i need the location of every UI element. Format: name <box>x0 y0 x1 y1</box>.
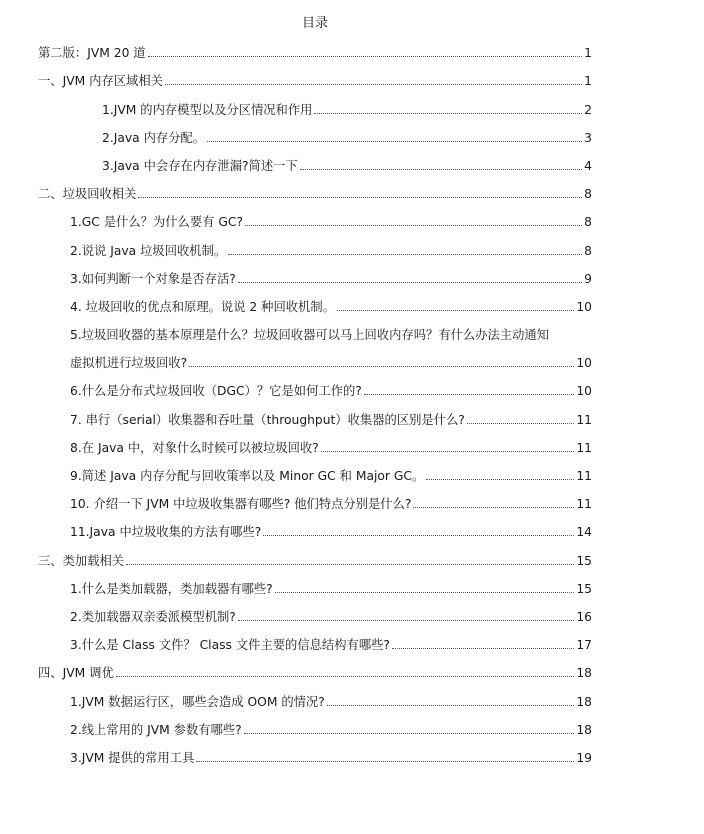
toc-entry[interactable] <box>38 433 592 461</box>
toc-page-number: 16 <box>576 609 592 624</box>
dot-leader <box>189 366 574 367</box>
toc-entry-label: 1.什么是类加载器，类加载器有哪些? <box>70 581 273 596</box>
dot-leader <box>245 225 582 226</box>
dot-leader <box>238 282 582 283</box>
toc-entry[interactable] <box>38 658 592 686</box>
toc-entry-label-continued: 虚拟机进行垃圾回收? <box>70 356 188 371</box>
toc-entry-label: 2.线上常用的 JVM 参数有哪些? <box>70 722 242 737</box>
toc-entry[interactable] <box>38 404 592 432</box>
toc-entry-label: 二、垃圾回收相关 <box>38 187 137 202</box>
toc-entry-label: 2.Java 内存分配。 <box>102 130 206 145</box>
toc-entry-label: 6.什么是分布式垃圾回收（DGC）？它是如何工作的? <box>70 384 362 399</box>
toc-page-number: 11 <box>576 412 592 427</box>
toc-entry[interactable] <box>38 517 592 545</box>
toc-title: 目录 <box>301 16 328 31</box>
toc-entry[interactable] <box>38 264 592 292</box>
dot-leader <box>165 84 582 85</box>
toc-page-number: 9 <box>584 271 592 286</box>
dot-leader <box>364 394 575 395</box>
toc-entry-label: 四、JVM 调优 <box>38 666 114 681</box>
dot-leader <box>244 733 575 734</box>
toc-page-number: 19 <box>576 750 592 765</box>
toc-entry[interactable] <box>38 715 592 743</box>
toc-page-number: 10 <box>576 356 592 371</box>
toc-entry-label: 7. 串行（serial）收集器和吞吐量（throughput）收集器的区别是什么? <box>70 412 465 427</box>
dot-leader <box>392 648 574 649</box>
toc-page-number: 11 <box>576 440 592 455</box>
toc-entry[interactable] <box>38 743 592 771</box>
dot-leader <box>228 254 582 255</box>
dot-leader <box>238 620 575 621</box>
toc-entry[interactable] <box>38 235 592 263</box>
toc-page-number: 3 <box>584 130 592 145</box>
toc-page-number: 18 <box>576 722 592 737</box>
toc-entry-label: 2.类加载器双亲委派模型机制? <box>70 609 236 624</box>
toc-page-number: 8 <box>584 243 592 258</box>
dot-leader <box>148 56 583 57</box>
toc-entry-label: 5.垃圾回收器的基本原理是什么？垃圾回收器可以马上回收内存吗？有什么办法主动通知 <box>70 328 550 343</box>
toc-entry[interactable] <box>38 320 592 376</box>
toc-entry-label: 1.GC 是什么？为什么要有 GC? <box>70 215 243 230</box>
toc-entry[interactable] <box>38 489 592 517</box>
toc-page-number: 18 <box>576 666 592 681</box>
dot-leader <box>263 535 574 536</box>
toc-entry[interactable] <box>38 376 592 404</box>
toc-entry[interactable] <box>38 292 592 320</box>
toc-page-number: 2 <box>584 102 592 117</box>
toc-entry-label: 2.说说 Java 垃圾回收机制。 <box>70 243 227 258</box>
toc-entry-label: 8.在 Java 中，对象什么时候可以被垃圾回收? <box>70 440 319 455</box>
toc-entry[interactable] <box>38 630 592 658</box>
toc-entry-label: 10. 介绍一下 JVM 中垃圾收集器有哪些? 他们特点分别是什么? <box>70 497 412 512</box>
toc-entry-label: 3.什么是 Class 文件？ Class 文件主要的信息结构有哪些? <box>70 638 390 653</box>
toc-entry[interactable] <box>38 207 592 235</box>
toc-page-number: 17 <box>576 638 592 653</box>
toc-entry-label: 1.JVM 数据运行区，哪些会造成 OOM 的情况? <box>70 694 325 709</box>
toc-entry[interactable] <box>38 461 592 489</box>
toc-page-number: 11 <box>576 469 592 483</box>
toc-page-number: 10 <box>576 299 592 314</box>
toc-entry-label: 三、类加载相关 <box>38 553 125 568</box>
toc-entry-label: 1.JVM 的内存模型以及分区情况和作用 <box>102 102 313 117</box>
toc-entry[interactable] <box>38 66 592 94</box>
table-of-contents <box>38 38 592 771</box>
toc-entry[interactable] <box>38 574 592 602</box>
dot-leader <box>337 310 574 311</box>
toc-page-number: 4 <box>584 158 592 173</box>
toc-entry-label: 第二版：JVM 20 道 <box>38 46 146 61</box>
dot-leader <box>116 676 575 677</box>
toc-page-number: 1 <box>584 46 592 61</box>
toc-entry[interactable] <box>38 94 592 122</box>
toc-entry[interactable] <box>38 545 592 573</box>
toc-page-number: 15 <box>576 581 592 596</box>
toc-entry-label: 9.简述 Java 内存分配与回收策率以及 Minor GC 和 Major GC。 <box>70 469 425 483</box>
dot-leader <box>196 761 574 762</box>
toc-page-number: 8 <box>584 215 592 230</box>
toc-entry[interactable] <box>38 179 592 207</box>
dot-leader <box>314 113 582 114</box>
toc-page-number: 10 <box>576 384 592 399</box>
toc-page-number: 14 <box>576 525 592 540</box>
dot-leader <box>275 592 575 593</box>
dot-leader <box>138 197 582 198</box>
toc-entry[interactable] <box>38 123 592 151</box>
toc-entry-label: 3.Java 中会存在内存泄漏?简述一下 <box>102 158 298 173</box>
toc-entry[interactable] <box>38 686 592 714</box>
toc-page-number: 15 <box>576 553 592 568</box>
toc-page-number: 11 <box>576 497 592 512</box>
toc-entry-label: 一、JVM 内存区域相关 <box>38 74 163 89</box>
toc-entry-label: 3.JVM 提供的常用工具 <box>70 750 195 765</box>
dot-leader <box>126 564 574 565</box>
dot-leader <box>467 423 575 424</box>
dot-leader <box>426 479 574 480</box>
toc-entry[interactable] <box>38 38 592 66</box>
toc-page-number: 18 <box>576 694 592 709</box>
dot-leader <box>321 451 575 452</box>
toc-page-number: 8 <box>584 187 592 202</box>
toc-entry[interactable] <box>38 151 592 179</box>
dot-leader <box>413 507 574 508</box>
toc-entry-label: 4. 垃圾回收的优点和原理。说说 2 种回收机制。 <box>70 299 335 314</box>
toc-entry[interactable] <box>38 602 592 630</box>
toc-entry-label: 3.如何判断一个对象是否存活? <box>70 271 236 286</box>
dot-leader <box>207 141 582 142</box>
dot-leader <box>327 705 575 706</box>
dot-leader <box>300 169 582 170</box>
toc-page-number: 1 <box>584 74 592 89</box>
toc-entry-label: 11.Java 中垃圾收集的方法有哪些? <box>70 525 262 540</box>
